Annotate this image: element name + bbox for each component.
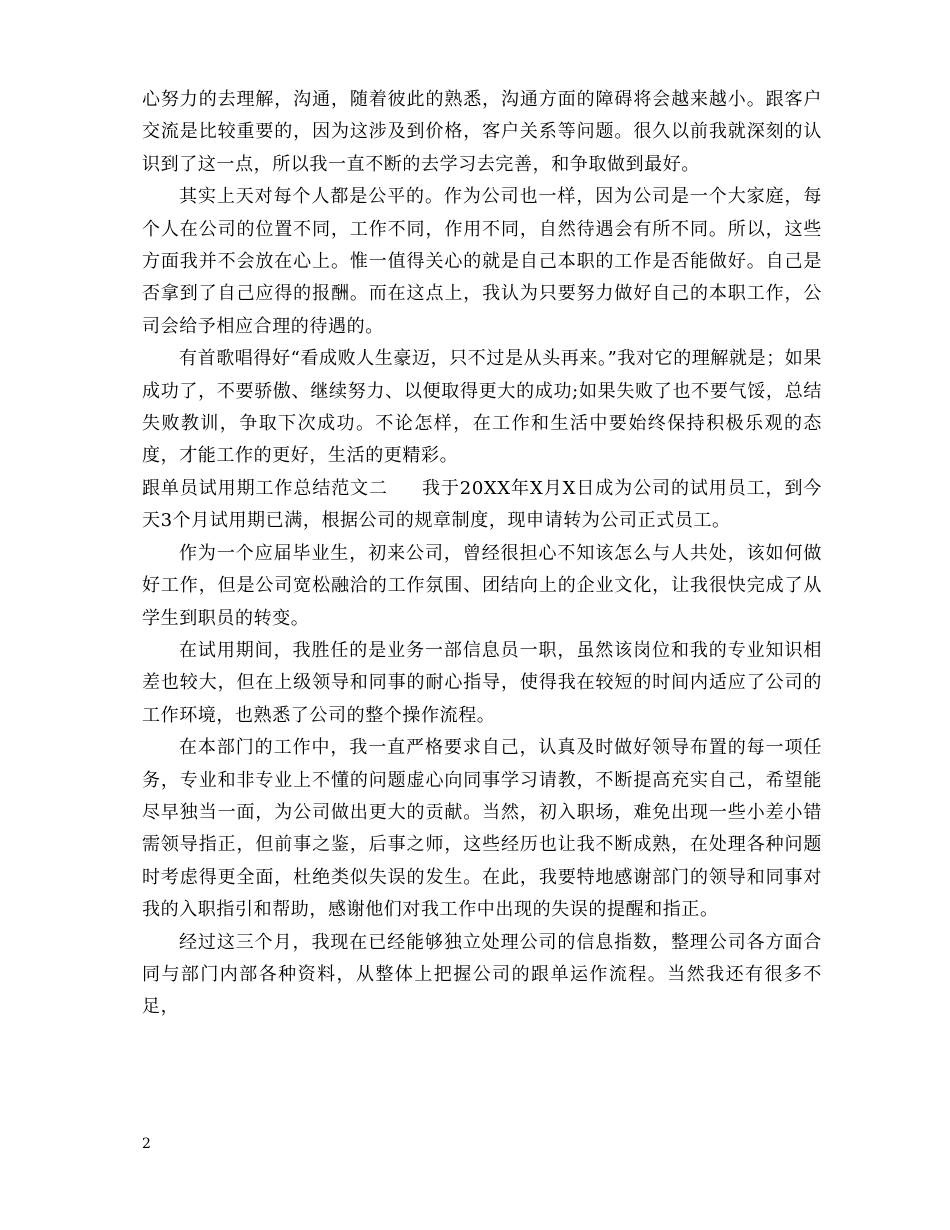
paragraph-2: 其实上天对每个人都是公平的。作为公司也一样，因为公司是一个大家庭，每个人在公司的位置不同，工作不同，作用不同，自然待遇会有所不同。所以，这些方面我并不会放在心上。惟一值得关心的就是自己本职的工作是否能做好。自己是否拿到了自己应得的报酬。而在这点上，我认为只要努力做好自己的本职工作，公司会给予相应合理的待遇的。 xyxy=(142,186,822,337)
section-heading-paragraph xyxy=(142,473,822,538)
paragraph-3: 有首歌唱得好“看成败人生豪迈，只不过是从头再来。”我对它的理解就是；如果成功了，不要骄傲、继续努力、以便取得更大的成功;如果失败了也不要气馁，总结失败教训，争取下次成功。不论怎样，在工作和生活中要始终保持积极乐观的态度，才能工作的更好，生活的更精彩。 xyxy=(142,348,823,467)
paragraph-4: 作为一个应届毕业生，初来公司，曾经很担心不知该怎么与人共处，该如何做好工作，但是公司宽松融洽的工作氛围、团结向上的企业文化，让我很快完成了从学生到职员的转变。 xyxy=(142,542,822,629)
section-intro: 我于20XX年X月X日成为公司的试用员工，到今天3个月试用期已满，根据公司的规章制度，现申请转为公司正式员工。 xyxy=(142,477,822,532)
paragraph-7: 经过这三个月，我现在已经能够独立处理公司的信息指数，整理公司各方面合同与部门内部各种资料，从整体上把握公司的跟单运作流程。当然我还有很多不足， xyxy=(142,931,822,1018)
page-number: 2 xyxy=(142,1136,151,1152)
section-title: 跟单员试用期工作总结范文二 xyxy=(142,477,388,499)
paragraph-5: 在试用期间，我胜任的是业务一部信息员一职，虽然该岗位和我的专业知识相差也较大，但在上级领导和同事的耐心指导，使得我在较短的时间内适应了公司的工作环境，也熟悉了公司的整个操作流程。 xyxy=(142,639,822,726)
paragraph-6: 在本部门的工作中，我一直严格要求自己，认真及时做好领导布置的每一项任务，专业和非专业上不懂的问题虚心向同事学习请教，不断提高充实自己，希望能尽早独当一面，为公司做出更大的贡献。当然，初入职场，难免出现一些小差小错需领导指正，但前事之鉴，后事之师，这些经历也让我不断成熟，在处理各种问题时考虑得更全面，杜绝类似失误的发生。在此，我要特地感谢部门的领导和同事对我的入职指引和帮助，感谢他们对我工作中出现的失误的提醒和指正。 xyxy=(142,737,822,921)
document-body xyxy=(142,84,822,1024)
paragraph-1: 心努力的去理解，沟通，随着彼此的熟悉，沟通方面的障碍将会越来越小。跟客户交流是比较重要的，因为这涉及到价格，客户关系等问题。很久以前我就深刻的认识到了这一点，所以我一直不断的去学习去完善，和争取做到最好。 xyxy=(142,89,822,175)
